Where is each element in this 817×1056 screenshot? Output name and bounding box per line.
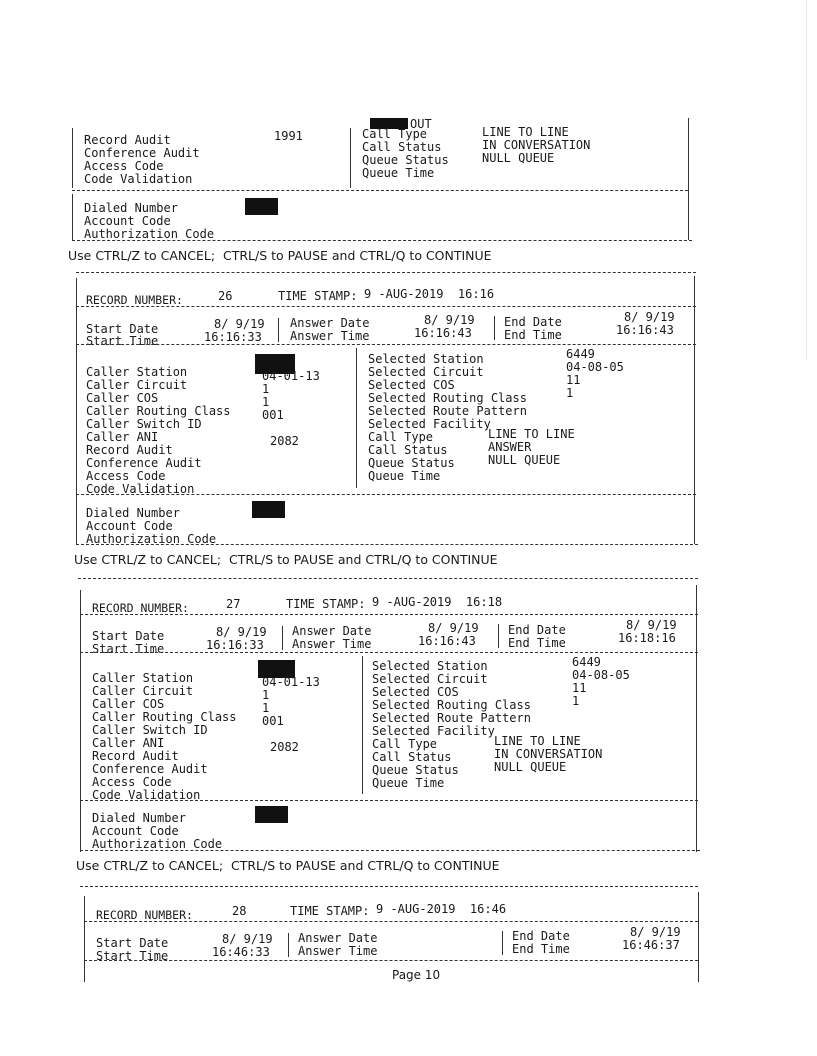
label-account-code: Account Code — [92, 824, 179, 838]
label-caller-circuit: Caller Circuit — [92, 684, 194, 698]
label-start-date: Start Date — [92, 629, 165, 643]
value-selected-circuit: 04-08-05 — [572, 668, 630, 682]
label-selected-route-pattern: Selected Route Pattern — [372, 711, 531, 725]
label-caller-routing-class: Caller Routing Class — [92, 710, 237, 724]
value-start-date: 8/ 9/19 — [222, 932, 273, 946]
value-record-audit: 2082 — [270, 434, 299, 448]
label-selected-circuit: Selected Circuit — [368, 365, 484, 379]
label-code-validation: Code Validation — [92, 788, 201, 802]
border-right — [688, 118, 689, 240]
value-selected-routing-class: 1 — [572, 694, 580, 708]
value-end-time: 16:46:37 — [622, 938, 680, 952]
record-number-label: RECORD NUMBER: — [92, 601, 189, 615]
value-queue-status: NULL QUEUE — [494, 760, 567, 774]
continue-prompt: Use CTRL/Z to CANCEL; CTRL/S to PAUSE and CTRL/Q to CONTINUE — [74, 552, 498, 567]
label-record-audit: Record Audit — [92, 749, 179, 763]
continue-prompt: Use CTRL/Z to CANCEL; CTRL/S to PAUSE and CTRL/Q to CONTINUE — [76, 858, 500, 873]
value-record-audit: 2082 — [270, 740, 299, 754]
divider — [80, 800, 698, 801]
value-selected-cos: 11 — [566, 373, 581, 387]
value-selected-station: 6449 — [566, 347, 595, 361]
label-call-type: Call Type — [362, 127, 428, 141]
value-answer-time: 16:16:43 — [418, 634, 476, 648]
record-number-label: RECORD NUMBER: — [96, 908, 193, 922]
label-selected-facility: Selected Facility — [368, 417, 491, 431]
label-queue-time: Queue Time — [372, 776, 445, 790]
value-selected-station: 6449 — [572, 655, 601, 669]
label-queue-status: Queue Status — [372, 763, 459, 777]
value-call-status: ANSWER — [488, 440, 532, 454]
value-start-date: 8/ 9/19 — [214, 317, 265, 331]
value-caller-circuit: 04-01-13 — [262, 675, 320, 689]
label-selected-facility: Selected Facility — [372, 724, 495, 738]
divider-mid — [356, 348, 357, 488]
value-selected-routing-class: 1 — [566, 386, 574, 400]
divider — [72, 240, 692, 241]
page-number: Page 10 — [392, 968, 441, 982]
record-number-value: 28 — [232, 904, 247, 918]
time-stamp-label: TIME STAMP: — [290, 904, 370, 918]
value-answer-date: 8/ 9/19 — [424, 313, 475, 327]
label-call-type: Call Type — [368, 430, 434, 444]
divider — [76, 344, 696, 345]
label-caller-circuit: Caller Circuit — [86, 378, 188, 392]
time-stamp-value: 9 -AUG-2019 16:16 — [364, 287, 495, 301]
label-selected-station: Selected Station — [368, 352, 484, 366]
divider-mid — [350, 128, 351, 188]
label-answer-time: Answer Time — [292, 637, 372, 651]
label-queue-status: Queue Status — [362, 153, 449, 167]
border-right — [698, 892, 699, 982]
label-account-code: Account Code — [86, 519, 173, 533]
label-caller-cos: Caller COS — [86, 391, 159, 405]
label-answer-date: Answer Date — [290, 316, 370, 330]
label-selected-cos: Selected COS — [368, 378, 455, 392]
value-call-status: IN CONVERSATION — [494, 747, 603, 761]
divider — [494, 316, 495, 340]
border-left — [76, 278, 77, 544]
value-selected-cos: 11 — [572, 681, 587, 695]
label-start-date: Start Date — [86, 322, 159, 336]
value-selected-circuit: 04-08-05 — [566, 360, 624, 374]
border-left — [72, 194, 73, 240]
label-access-code: Access Code — [92, 775, 172, 789]
redaction-bar — [255, 806, 288, 823]
record-number-label: RECORD NUMBER: — [86, 293, 183, 307]
label-start-time: Start Time — [92, 642, 165, 656]
divider — [80, 850, 700, 851]
divider — [76, 272, 696, 273]
label-caller-ani: Caller ANI — [86, 430, 159, 444]
label-caller-station: Caller Station — [92, 671, 194, 685]
label-record-audit: Record Audit — [86, 443, 173, 457]
border-right — [694, 276, 695, 544]
value-caller-routing-class: 1 — [262, 701, 270, 715]
label-selected-cos: Selected COS — [372, 685, 459, 699]
label-account-code: Account Code — [84, 214, 171, 228]
value-caller-circuit: 04-01-13 — [262, 369, 320, 383]
label-access-code: Access Code — [84, 159, 164, 173]
divider — [76, 494, 696, 495]
scan-edge-line — [806, 0, 807, 360]
divider — [76, 306, 696, 307]
value-start-time: 16:16:33 — [206, 638, 264, 652]
label-end-date: End Date — [508, 623, 566, 637]
label-caller-switch-id: Caller Switch ID — [86, 417, 202, 431]
divider — [288, 933, 289, 957]
value-answer-time: 16:16:43 — [414, 326, 472, 340]
label-dialed-number: Dialed Number — [86, 506, 180, 520]
value-end-date: 8/ 9/19 — [624, 310, 675, 324]
divider — [84, 921, 698, 922]
value-end-time: 16:18:16 — [618, 631, 676, 645]
divider — [498, 624, 499, 648]
value-queue-status: NULL QUEUE — [488, 453, 561, 467]
label-record-audit: Record Audit — [84, 133, 171, 147]
border-right — [696, 585, 697, 852]
divider — [80, 886, 698, 887]
value-call-type: LINE TO LINE — [494, 734, 581, 748]
value-start-time: 16:46:33 — [212, 945, 270, 959]
label-authorization-code: Authorization Code — [84, 227, 215, 241]
value-queue-status: NULL QUEUE — [482, 151, 555, 165]
label-selected-circuit: Selected Circuit — [372, 672, 488, 686]
time-stamp-value: 9 -AUG-2019 16:46 — [376, 902, 507, 916]
divider — [78, 578, 698, 579]
divider — [278, 318, 279, 342]
time-stamp-label: TIME STAMP: — [286, 597, 366, 611]
label-caller-cos: Caller COS — [92, 697, 165, 711]
border-left — [80, 590, 81, 852]
label-answer-time: Answer Time — [298, 944, 378, 958]
label-dialed-number: Dialed Number — [84, 201, 178, 215]
value-call-type: LINE TO LINE — [488, 427, 575, 441]
border-left — [72, 128, 73, 188]
label-access-code: Access Code — [86, 469, 166, 483]
label-selected-routing-class: Selected Routing Class — [372, 698, 531, 712]
label-end-time: End Time — [508, 636, 566, 650]
label-queue-time: Queue Time — [368, 469, 441, 483]
label-end-time: End Time — [512, 942, 570, 956]
divider — [502, 931, 503, 955]
label-caller-routing-class: Caller Routing Class — [86, 404, 231, 418]
divider — [84, 960, 698, 961]
value-caller-routing-class: 1 — [262, 395, 270, 409]
label-caller-station: Caller Station — [86, 365, 188, 379]
divider — [80, 652, 698, 653]
label-start-time: Start Time — [86, 334, 159, 348]
label-call-type: Call Type — [372, 737, 438, 751]
label-code-validation: Code Validation — [86, 482, 195, 496]
divider — [76, 544, 698, 545]
label-caller-switch-id: Caller Switch ID — [92, 723, 208, 737]
out-label: OUT — [410, 117, 432, 131]
divider — [80, 614, 698, 615]
label-conference-audit: Conference Audit — [86, 456, 202, 470]
value-end-time: 16:16:43 — [616, 323, 674, 337]
value-end-date: 8/ 9/19 — [626, 618, 677, 632]
value-start-date: 8/ 9/19 — [216, 625, 267, 639]
value-caller-cos: 1 — [262, 382, 270, 396]
border-left — [84, 896, 85, 982]
label-authorization-code: Authorization Code — [86, 532, 217, 546]
label-answer-time: Answer Time — [290, 329, 370, 343]
label-code-validation: Code Validation — [84, 172, 193, 186]
value-caller-cos: 1 — [262, 688, 270, 702]
label-conference-audit: Conference Audit — [84, 146, 200, 160]
value-answer-date: 8/ 9/19 — [428, 621, 479, 635]
label-authorization-code: Authorization Code — [92, 837, 223, 851]
label-end-date: End Date — [512, 929, 570, 943]
label-selected-routing-class: Selected Routing Class — [368, 391, 527, 405]
redaction-bar — [252, 501, 285, 518]
label-end-date: End Date — [504, 315, 562, 329]
label-answer-date: Answer Date — [298, 931, 378, 945]
divider — [72, 190, 688, 191]
label-end-time: End Time — [504, 328, 562, 342]
continue-prompt: Use CTRL/Z to CANCEL; CTRL/S to PAUSE and CTRL/Q to CONTINUE — [68, 248, 492, 263]
time-stamp-label: TIME STAMP: — [278, 289, 358, 303]
record-number-value: 27 — [226, 597, 241, 611]
value-start-time: 16:16:33 — [204, 330, 262, 344]
label-dialed-number: Dialed Number — [92, 811, 186, 825]
redaction-bar — [245, 198, 278, 215]
record-number-value: 26 — [218, 289, 233, 303]
label-queue-status: Queue Status — [368, 456, 455, 470]
value-caller-switch-id: 001 — [262, 714, 284, 728]
label-answer-date: Answer Date — [292, 624, 372, 638]
label-queue-time: Queue Time — [362, 166, 435, 180]
label-call-status: Call Status — [372, 750, 452, 764]
divider — [282, 626, 283, 650]
label-selected-station: Selected Station — [372, 659, 488, 673]
value-call-type: LINE TO LINE — [482, 125, 569, 139]
value-record-audit: 1991 — [274, 129, 303, 143]
label-call-status: Call Status — [362, 140, 442, 154]
label-call-status: Call Status — [368, 443, 448, 457]
time-stamp-value: 9 -AUG-2019 16:18 — [372, 595, 503, 609]
label-conference-audit: Conference Audit — [92, 762, 208, 776]
divider-mid — [362, 656, 363, 794]
label-selected-route-pattern: Selected Route Pattern — [368, 404, 527, 418]
label-start-date: Start Date — [96, 936, 169, 950]
label-start-time: Start Time — [96, 949, 169, 963]
value-call-status: IN CONVERSATION — [482, 138, 591, 152]
label-caller-ani: Caller ANI — [92, 736, 165, 750]
value-end-date: 8/ 9/19 — [630, 925, 681, 939]
value-caller-switch-id: 001 — [262, 408, 284, 422]
